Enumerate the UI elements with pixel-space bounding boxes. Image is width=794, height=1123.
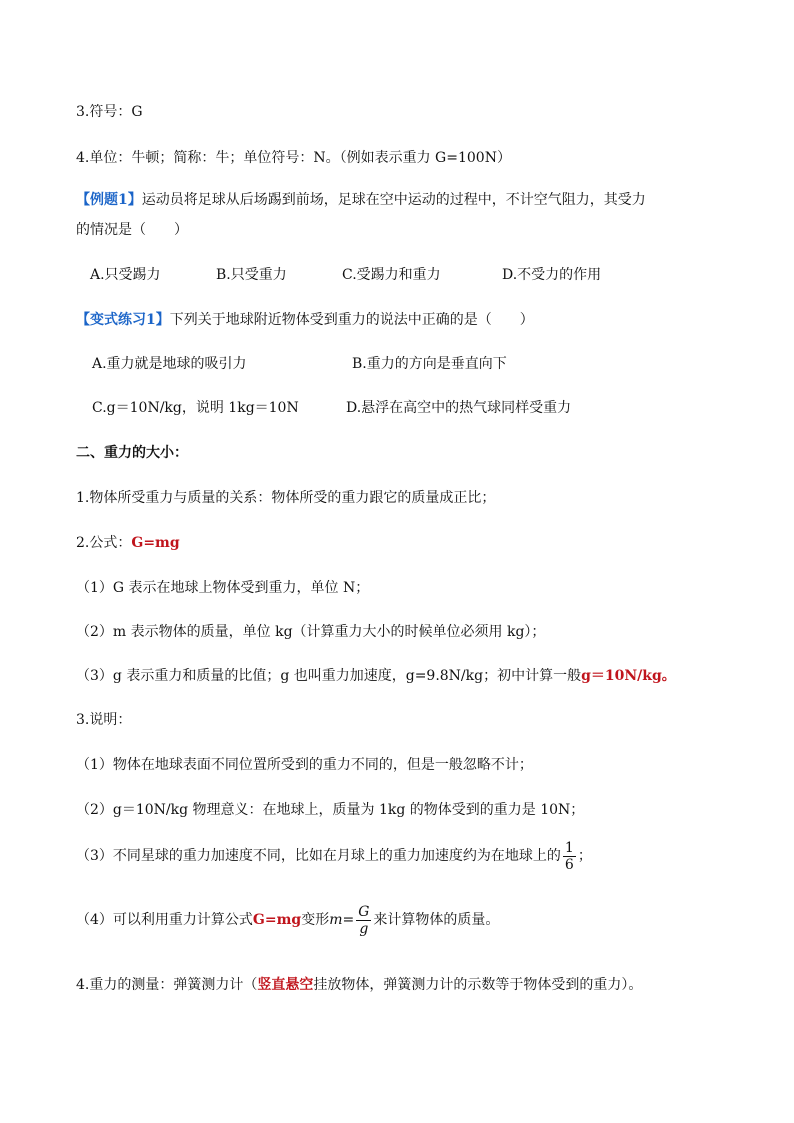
mass-symbol: m xyxy=(329,912,343,928)
explain-4-suffix: 来计算物体的质量。 xyxy=(373,912,500,928)
variant-1-text: 下列关于地球附近物体受到重力的说法中正确的是（ ） xyxy=(169,312,534,328)
formula-prefix: 2.公式： xyxy=(76,535,132,551)
example-1-tag: 【例题1】 xyxy=(76,192,142,208)
variant-1-tag: 【变式练习1】 xyxy=(76,312,170,328)
variant-1-option-a: A.重力就是地球的吸引力 xyxy=(92,356,247,372)
explain-1: （1）物体在地球表面不同位置所受到的重力不同的，但是一般忽略不计； xyxy=(76,757,533,773)
example-1-line xyxy=(76,190,646,210)
explain-4-formula: G=mg xyxy=(252,912,302,928)
fraction-g-denominator: g xyxy=(359,920,369,937)
symbol-line: 3.符号：G xyxy=(76,104,143,120)
variant-1-line xyxy=(76,310,534,330)
section-2-title: 二、重力的大小： xyxy=(76,445,188,461)
explain-title: 3.说明： xyxy=(76,712,132,728)
explain-4-prefix: （4）可以利用重力计算公式 xyxy=(76,912,253,928)
measure-line xyxy=(76,975,642,995)
explain-2: （2）g＝10N/kg 物理意义：在地球上，质量为 1kg 的物体受到的重力是 10N； xyxy=(76,802,585,818)
variant-1-option-d: D.悬浮在高空中的热气球同样受重力 xyxy=(346,400,572,416)
fraction-one-sixth xyxy=(563,840,576,873)
explain-3-suffix: ； xyxy=(577,848,592,864)
explain-4 xyxy=(76,900,499,940)
example-1-text: 运动员将足球从后场踢到前场，足球在空中运动的过程中，不计空气阻力，其受力 xyxy=(141,192,646,208)
explain-3-prefix: （3）不同星球的重力加速度不同，比如在月球上的重力加速度约为在地球上的 xyxy=(76,848,561,864)
measure-suffix: 挂放物体，弹簧测力计的示数等于物体受到的重力）。 xyxy=(313,977,643,993)
formula-text: G=mg xyxy=(131,535,180,551)
fraction-denominator: 6 xyxy=(564,856,574,873)
formula-note-1: （1）G 表示在地球上物体受到重力，单位 N； xyxy=(76,580,370,596)
unit-line: 4.单位：牛顿；简称：牛；单位符号：N。（例如表示重力 G=100N） xyxy=(76,150,511,166)
example-1-text-cont: 的情况是（ ） xyxy=(76,222,188,238)
relation-line: 1.物体所受重力与质量的关系：物体所受的重力跟它的质量成正比； xyxy=(76,490,496,506)
example-1-option-b: B.只受重力 xyxy=(216,267,287,283)
formula-note-3 xyxy=(76,666,676,686)
example-1-option-d: D.不受力的作用 xyxy=(502,267,602,283)
measure-red: 竖直悬空 xyxy=(257,977,314,993)
fraction-g-numerator: G xyxy=(358,903,370,920)
variant-1-option-b: B.重力的方向是垂直向下 xyxy=(352,356,507,372)
example-1-option-c: C.受踢力和重力 xyxy=(342,267,441,283)
fraction-numerator: 1 xyxy=(564,839,574,856)
measure-prefix: 4.重力的测量：弹簧测力计（ xyxy=(76,977,258,993)
equals-sign: = xyxy=(342,912,355,928)
formula-note-3-prefix: （3）g 表示重力和质量的比值；g 也叫重力加速度，g=9.8N/kg；初中计算一般 xyxy=(76,668,582,684)
explain-3 xyxy=(76,838,592,874)
variant-1-option-c: C.g＝10N/kg，说明 1kg＝10N xyxy=(92,400,299,416)
fraction-g-over-g xyxy=(356,904,371,937)
formula-note-2: （2）m 表示物体的质量，单位 kg（计算重力大小的时候单位必须用 kg）； xyxy=(76,624,546,640)
example-1-option-a: A.只受踢力 xyxy=(90,267,161,283)
formula-note-3-red: g＝10N/kg。 xyxy=(581,668,676,684)
explain-4-mid: 变形 xyxy=(301,912,330,928)
formula-line xyxy=(76,533,180,553)
